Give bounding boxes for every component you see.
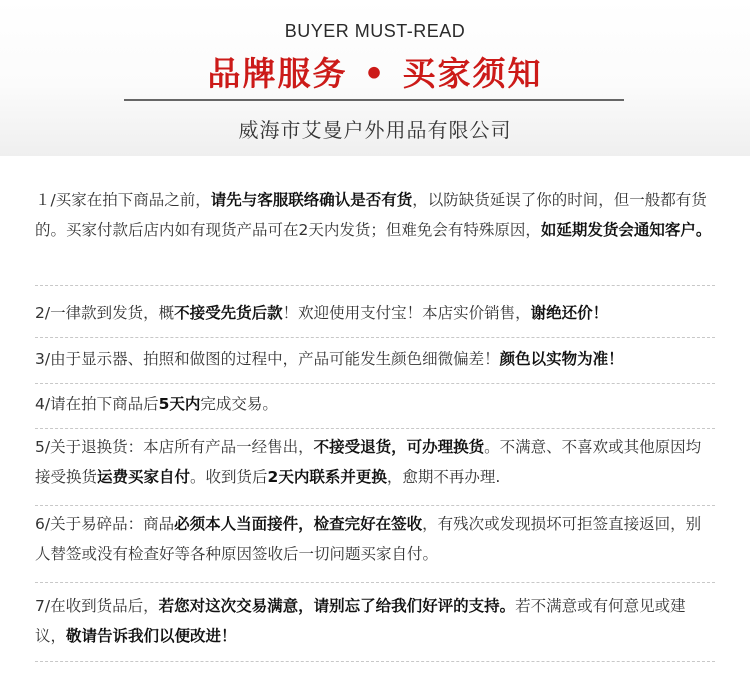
title-left: 品牌服务: [207, 54, 348, 93]
divider: [35, 505, 715, 506]
notice-text: 若不满意或有何意见或建议，: [35, 597, 686, 645]
notice-text: 6/关于易碎品：商品: [35, 515, 175, 533]
subtitle-en: BUYER MUST-READ: [284, 21, 466, 41]
notice-emphasis: 不接受退货，可办理换货: [313, 438, 485, 456]
notice-text: 2/一律款到发货，概: [35, 304, 175, 322]
notice-text: ，愈期不再办理.: [386, 468, 501, 486]
notice-text: 。不满意、不喜欢或其他原因均接受换货: [35, 438, 702, 486]
notice-item: [35, 185, 715, 245]
notice-text: 5/关于退换货：本店所有产品一经售出，: [35, 438, 314, 456]
notice-text: 3/由于显示器、拍照和做图的过程中，产品可能发生颜色细微偏差！: [35, 350, 500, 368]
title-dot: •: [363, 54, 387, 93]
notice-item: [35, 591, 715, 651]
notice-emphasis: 敬请告诉我们以便改进！: [66, 627, 237, 645]
notice-emphasis: 不接受先货后款: [174, 304, 283, 322]
notice-item: [35, 344, 715, 374]
notice-emphasis: 若您对这次交易满意，请别忘了给我们好评的支持。: [158, 597, 516, 615]
notice-item: [35, 432, 715, 492]
notice-emphasis: 5天内: [158, 395, 201, 413]
divider: [35, 661, 715, 662]
divider: [35, 285, 715, 286]
notice-emphasis: 请先与客服联络确认是否有货: [210, 191, 413, 209]
notice-emphasis: 2天内联系并更换: [267, 468, 387, 486]
notice-item: [35, 389, 715, 419]
title-divider: [124, 99, 624, 101]
notice-text: ，以防缺货延误了你的时间，但一般都有货的。买家付款后店内如有现货产品可在2天内发货；但难免会有特殊原因，: [35, 191, 707, 239]
notice-emphasis: 谢绝还价！: [530, 304, 609, 322]
notice-text: ！欢迎使用支付宝！本店实价销售，: [282, 304, 531, 322]
divider: [35, 383, 715, 384]
notice-emphasis: 如延期发货会通知客户。: [540, 221, 712, 239]
notice-text: ，有残次或发现损坏可拒签直接返回，别人替签或没有检查好等各种原因签收后一切问题买家自付。: [35, 515, 702, 563]
title-right: 买家须知: [402, 54, 543, 93]
notice-text: 。收到货后: [190, 468, 268, 486]
notice-text: 完成交易。: [200, 395, 278, 413]
notice-emphasis: 必须本人当面接件，检查完好在签收: [174, 515, 423, 533]
notice-emphasis: 运费买家自付: [97, 468, 191, 486]
notice-text: 4/请在拍下商品后: [35, 395, 159, 413]
page-title: [0, 48, 750, 95]
notice-text: １/买家在拍下商品之前，: [35, 191, 211, 209]
notice-text: 7/在收到货品后，: [35, 597, 159, 615]
divider: [35, 582, 715, 583]
divider: [35, 428, 715, 429]
divider: [35, 337, 715, 338]
company-name: 威海市艾曼户外用品有限公司: [238, 118, 512, 142]
header-banner: [0, 0, 750, 156]
notice-item: [35, 298, 715, 328]
notice-emphasis: 颜色以实物为准！: [499, 350, 624, 368]
notice-item: [35, 509, 715, 569]
